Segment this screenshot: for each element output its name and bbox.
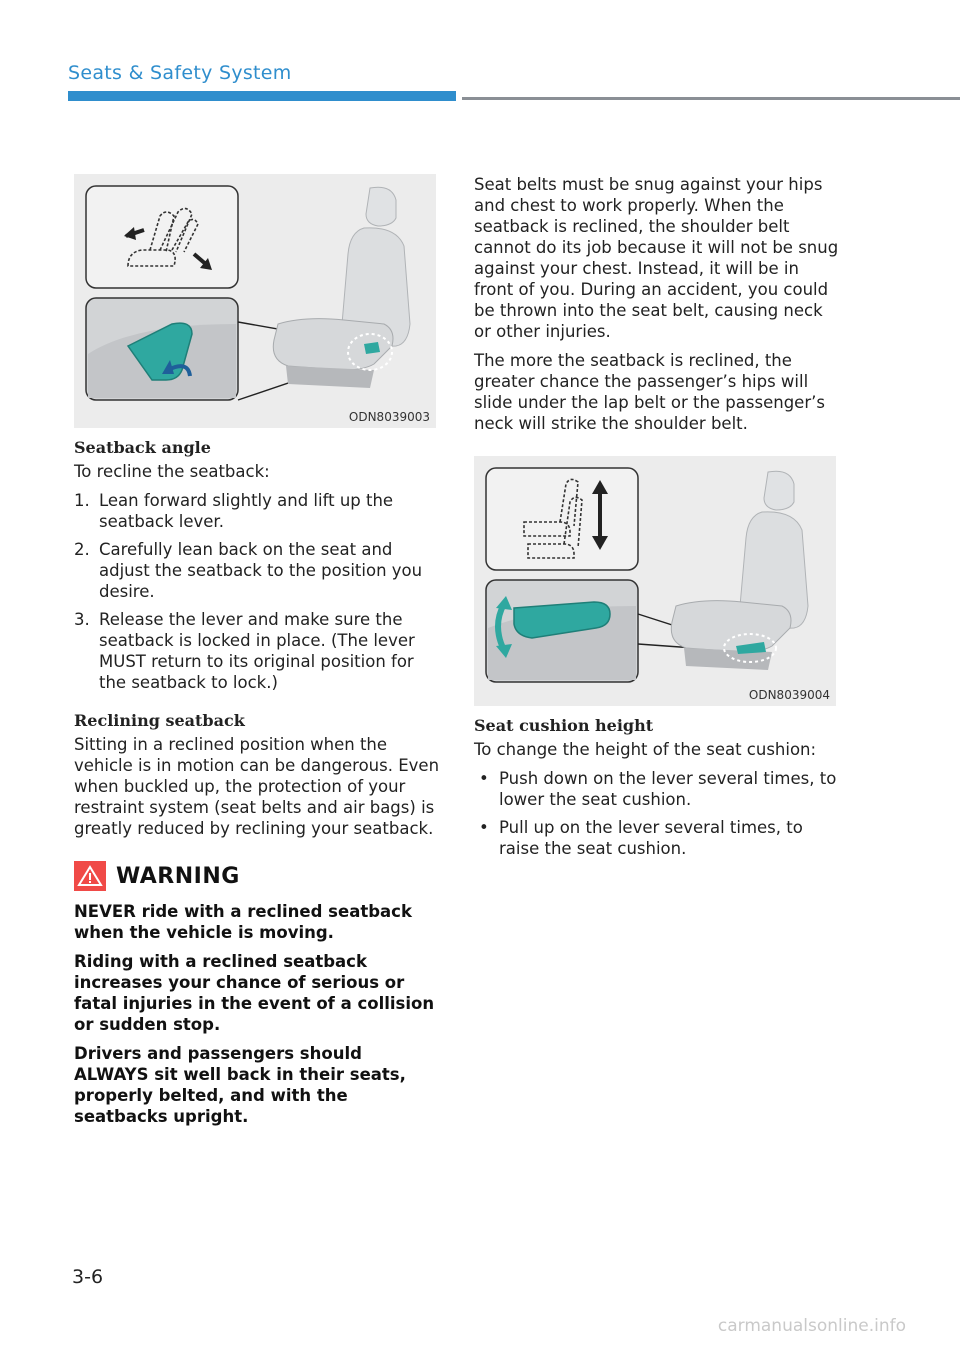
recline-steps-list	[74, 490, 442, 693]
reclining-seatback-heading: Reclining seatback	[74, 711, 245, 730]
right-column	[474, 174, 842, 866]
list-item	[474, 817, 842, 859]
seat-belt-paragraph: Seat belts must be snug against your hips and chest to work properly. When the seatback is reclined, the shoulder belt cannot do its job because it will not be snug against your chest. Instead, it will be in front of you. During an accident, you could be thrown into the seat belt, causing neck or other injuries.	[474, 175, 839, 341]
step-text: Lean forward slightly and lift up the seatback lever.	[99, 491, 394, 531]
cushion-bullets-list	[474, 768, 842, 859]
list-item	[474, 768, 842, 810]
page-header-title: Seats & Safety System	[68, 62, 292, 84]
header-rule-gray	[462, 97, 960, 100]
step-number: 1.	[74, 491, 90, 510]
step-number: 3.	[74, 610, 90, 629]
reclining-seatback-text: Sitting in a reclined position when the vehicle is in motion can be dangerous. Even when buckled up, the protection of your restraint system (seat belts and air bags) is greatly reduced by reclining your seatback.	[74, 735, 440, 838]
bullet: •	[479, 769, 489, 788]
seat-cushion-heading: Seat cushion height	[474, 716, 654, 735]
left-column	[74, 174, 442, 1135]
step-text: Carefully lean back on the seat and adjust the seatback to the position you desire.	[99, 540, 423, 601]
list-item	[74, 609, 442, 693]
warning-header	[74, 861, 442, 891]
figure-code: ODN8039004	[748, 688, 830, 702]
recline-risk-paragraph: The more the seatback is reclined, the greater chance the passenger’s hips will slide under the lap belt or the passenger’s neck will strike the shoulder belt.	[474, 351, 825, 433]
warning-triangle-icon	[74, 861, 106, 891]
warning-text: Riding with a reclined seatback increases your chance of serious or fatal injuries in the event of a collision or sudden stop.	[74, 952, 435, 1034]
step-number: 2.	[74, 540, 90, 559]
list-item	[74, 490, 442, 532]
step-text: Release the lever and make sure the seatback is locked in place. (The lever MUST return to its original position for the seatback to lock.)	[99, 610, 415, 692]
warning-text: Drivers and passengers should ALWAYS sit well back in their seats, properly belted, and with the seatbacks upright.	[74, 1044, 406, 1126]
seatback-angle-heading: Seatback angle	[74, 438, 211, 457]
footer-site-watermark: carmanualsonline.info	[717, 1316, 906, 1336]
list-item	[74, 539, 442, 602]
figure-code: ODN8039003	[348, 410, 430, 424]
header-rule-blue	[68, 91, 456, 101]
seat-cushion-figure	[474, 456, 836, 706]
bullet-text: Push down on the lever several times, to lower the seat cushion.	[499, 769, 837, 809]
warning-text: NEVER ride with a reclined seatback when the vehicle is moving.	[74, 902, 412, 942]
page-number: 3-6	[72, 1266, 104, 1288]
seatback-angle-intro: To recline the seatback:	[74, 462, 270, 481]
seat-cushion-intro: To change the height of the seat cushion:	[474, 740, 817, 759]
warning-label: WARNING	[116, 863, 240, 889]
bullet-text: Pull up on the lever several times, to raise the seat cushion.	[499, 818, 803, 858]
seatback-angle-figure	[74, 174, 436, 428]
bullet: •	[479, 818, 489, 837]
